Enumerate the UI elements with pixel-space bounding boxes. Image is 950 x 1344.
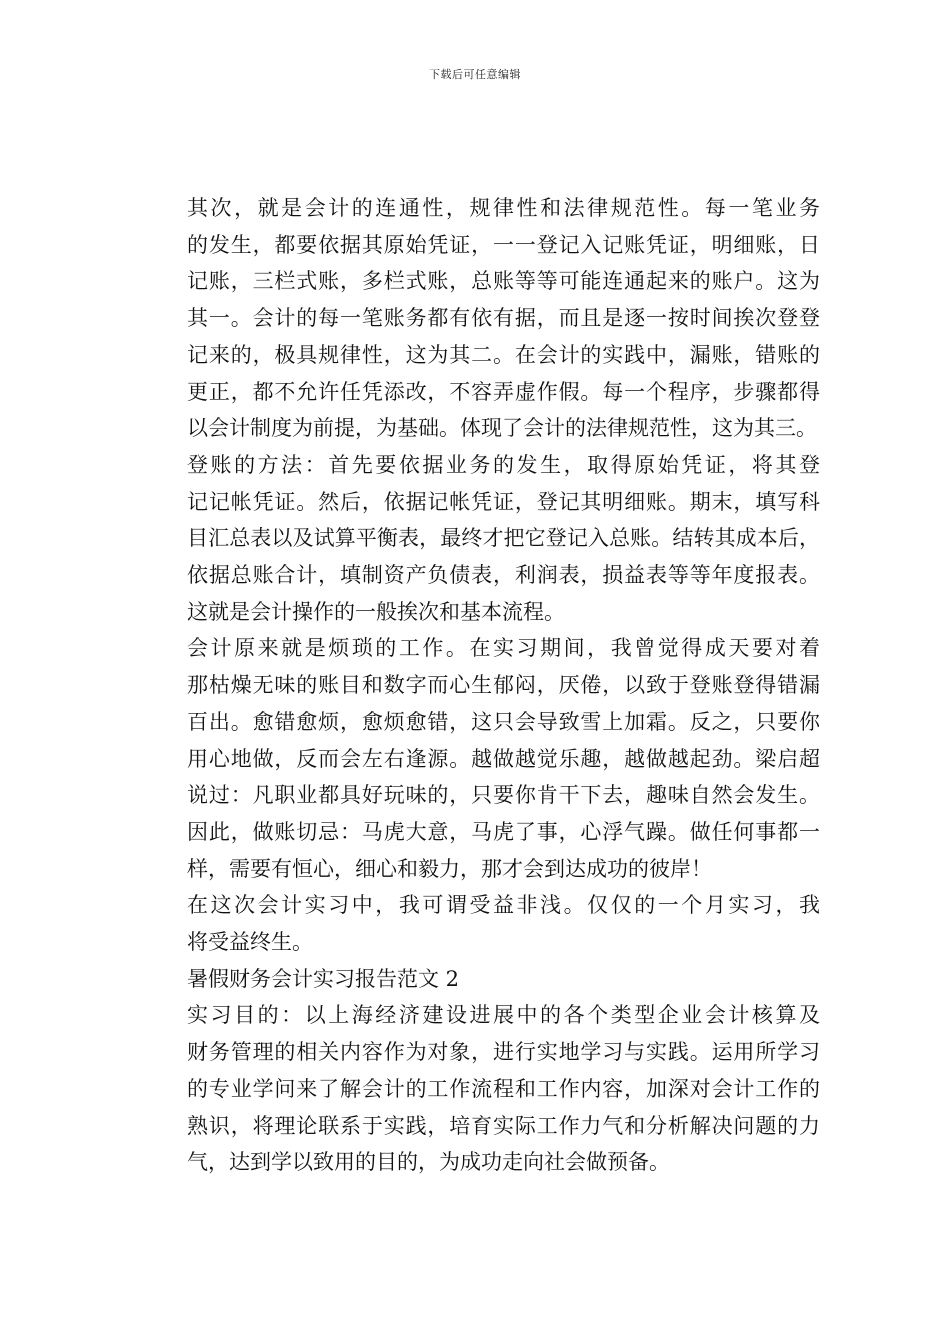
text-line: 其一。会计的每一笔账务都有依有据，而且是逐一按时间挨次登登 — [187, 306, 820, 331]
page-header-note: 下载后可任意编辑 — [429, 68, 521, 81]
text-line: 更正，都不允许任凭添改，不容弄虚作假。每一个程序，步骤都得 — [187, 379, 820, 404]
text-line: 用心地做，反而会左右逢源。越做越觉乐趣，越做越起劲。梁启超 — [187, 746, 820, 771]
document-body — [145, 190, 820, 1181]
text-line: 气，达到学以致用的目的，为成功走向社会做预备。 — [187, 1150, 670, 1175]
text-line: 记账，三栏式账，多栏式账，总账等等可能连通起来的账户。这为 — [187, 269, 820, 294]
text-line: 样，需要有恒心，细心和毅力，那才会到达成功的彼岸！ — [187, 856, 712, 881]
paragraph-tedious-work — [145, 630, 820, 887]
text-line: 记记帐凭证。然后，依据记帐凭证，登记其明细账。期末，填写科 — [187, 489, 820, 514]
text-line: 的发生，都要依据其原始凭证，一一登记入记账凭证，明细账，日 — [187, 232, 820, 257]
paragraph-bookkeeping-method — [145, 447, 820, 631]
text-line: 其次，就是会计的连通性，规律性和法律规范性。每一笔业务 — [187, 196, 820, 220]
text-line: 将受益终生。 — [187, 930, 313, 955]
text-line: 在这次会计实习中，我可谓受益非浅。仅仅的一个月实习，我 — [187, 893, 820, 918]
text-line: 依据总账合计，填制资产负债表，利润表，损益表等等年度报表。 — [187, 563, 820, 588]
text-line: 熟识，将理论联系于实践，培育实际工作力气和分析解决问题的力 — [187, 1113, 820, 1138]
text-line: 以会计制度为前提，为基础。体现了会计的法律规范性，这为其三。 — [187, 416, 817, 441]
text-line: 实习目的：以上海经济建设进展中的各个类型企业会计核算及 — [187, 1003, 820, 1028]
text-line: 目汇总表以及试算平衡表，最终才把它登记入总账。结转其成本后， — [187, 526, 820, 551]
text-line: 那枯燥无味的账目和数字而心生郁闷，厌倦，以致于登账登得错漏 — [187, 673, 820, 698]
text-line: 的专业学问来了解会计的工作流程和工作内容，加深对会计工作的 — [187, 1076, 820, 1101]
text-line: 这就是会计操作的一般挨次和基本流程。 — [187, 599, 565, 624]
text-line: 财务管理的相关内容作为对象，进行实地学习与实践。运用所学习 — [187, 1040, 820, 1065]
paragraph-benefit — [145, 887, 820, 960]
text-line: 说过：凡职业都具好玩味的，只要你肯干下去，趣味自然会发生。 — [187, 783, 820, 808]
text-line: 百出。愈错愈烦，愈烦愈错，这只会导致雪上加霜。反之，只要你 — [187, 709, 820, 734]
text-line: 登账的方法：首先要依据业务的发生，取得原始凭证，将其登 — [187, 452, 820, 477]
paragraph-internship-purpose — [145, 997, 820, 1181]
text-line: 暑假财务会计实习报告范文 2 — [187, 966, 460, 991]
text-line: 记来的，极具规律性，这为其二。在会计的实践中，漏账，错账的 — [187, 342, 820, 367]
paragraph-consistency — [145, 190, 820, 447]
section-heading-report-2 — [145, 961, 820, 998]
text-line: 会计原来就是烦琐的工作。在实习期间，我曾觉得成天要对着 — [187, 636, 820, 661]
text-line: 因此，做账切忌：马虎大意，马虎了事，心浮气躁。做任何事都一 — [187, 819, 820, 844]
